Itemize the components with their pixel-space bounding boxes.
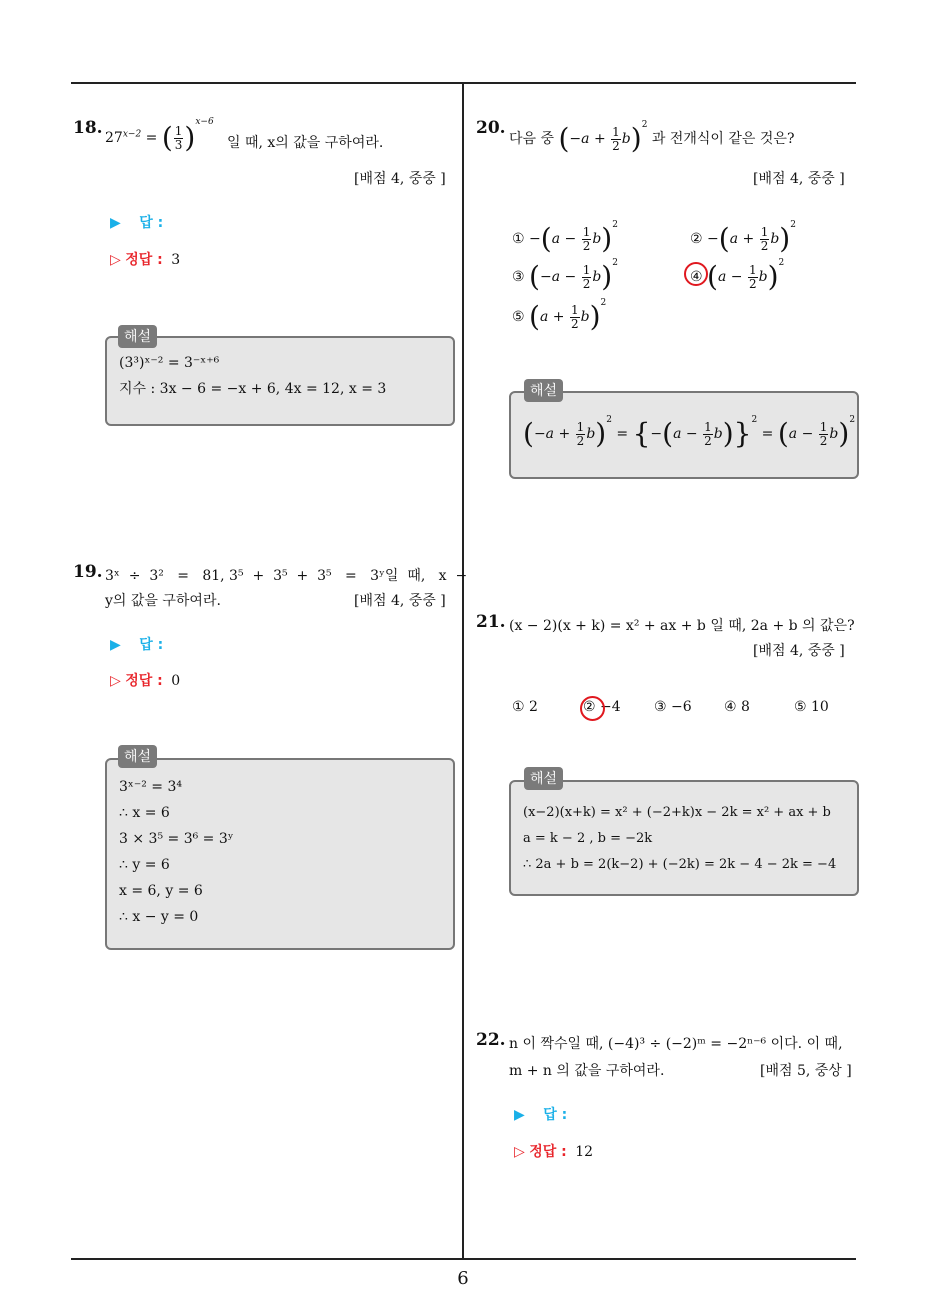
q20-solution-tag: 해설	[524, 379, 563, 402]
solution-line: (x−2)(x+k) = x² + (−2+k)x − 2k = x² + ax + b	[523, 805, 831, 820]
q19-correct-row	[110, 670, 180, 690]
correct-arrow-icon: ▷	[514, 1144, 525, 1160]
q20-selected-circle	[684, 262, 708, 286]
q18-correct-value: 3	[171, 252, 181, 268]
q18-question-text: 일 때, x의 값을 구하여라.	[227, 135, 384, 151]
q18-score: [배점 4, 중중 ]	[354, 171, 446, 187]
q19-correct-value: 0	[171, 673, 181, 689]
solution-line: 3 × 3⁵ = 3⁶ = 3ʸ	[119, 831, 234, 847]
q18-solution-tag: 해설	[118, 325, 157, 348]
page-number: 6	[457, 1268, 469, 1289]
q20-option-2[interactable]: ② −(a + $\frac{1}{2}$ b)$^2$	[690, 220, 796, 255]
q20-solution-equation: (−a + $\frac{1}{2}$ b)$^2$ = {−(a − $\frac{1}{2}$ b)}$^2$ = (a − $\frac{1}{2}$ b)$^2$	[523, 415, 856, 450]
correct-label: 정답 :	[529, 1144, 567, 1160]
q22-correct-value: 12	[575, 1144, 594, 1160]
correct-label: 정답 :	[125, 673, 163, 689]
q22-score: [배점 5, 중상 ]	[760, 1063, 852, 1079]
q20-number: 20.	[476, 118, 506, 138]
q21-solution-tag: 해설	[524, 767, 563, 790]
top-rule	[71, 82, 856, 84]
bottom-rule	[71, 1258, 856, 1260]
q18-answer-row	[110, 212, 163, 232]
q22-answer-row	[514, 1104, 567, 1124]
q21-solution-box	[509, 780, 859, 896]
correct-arrow-icon: ▷	[110, 673, 121, 689]
q19-solution-tag: 해설	[118, 745, 157, 768]
q21-option-2[interactable]: ② −4	[583, 699, 621, 715]
q20-option-5[interactable]: ⑤ (a + $\frac{1}{2}$ b)$^2$	[512, 298, 607, 333]
q20-question: 다음 중 (−a + $\frac{1}{2}$ b)$^2$ 과 전개식이 같은 것은?	[509, 120, 795, 155]
answer-label: 답 :	[543, 1107, 568, 1123]
q19-line1: 3ˣ ÷ 3² = 81, 3⁵ + 3⁵ + 3⁵ = 3ʸ일 때, x −	[105, 568, 468, 584]
solution-line: ∴ x = 6	[119, 805, 170, 821]
q19-number: 19.	[73, 562, 103, 582]
q18-number: 18.	[73, 118, 103, 138]
answer-arrow-icon: ▶	[110, 215, 121, 231]
q21-option-1[interactable]: ① 2	[512, 699, 538, 715]
q21-option-4[interactable]: ④ 8	[724, 699, 750, 715]
solution-line: ∴ 2a + b = 2(k−2) + (−2k) = 2k − 4 − 2k = −4	[523, 857, 837, 872]
q22-line1: n 이 짝수일 때, (−4)³ ÷ (−2)ᵐ = −2ⁿ⁻⁶ 이다. 이 때,	[509, 1036, 843, 1052]
q19-line2: y의 값을 구하여라.	[105, 593, 221, 609]
solution-line: (3³)ˣ⁻² = 3⁻ˣ⁺⁶	[119, 355, 220, 371]
column-divider	[462, 82, 464, 1259]
q21-option-3[interactable]: ③ −6	[654, 699, 692, 715]
q19-solution-box	[105, 758, 455, 950]
q22-correct-row	[514, 1141, 593, 1161]
q21-number: 21.	[476, 612, 506, 632]
solution-line: 지수 : 3x − 6 = −x + 6, 4x = 12, x = 3	[119, 381, 387, 397]
answer-arrow-icon: ▶	[110, 637, 121, 653]
answer-label: 답 :	[139, 215, 164, 231]
q20-score: [배점 4, 중중 ]	[753, 171, 845, 187]
solution-line: ∴ x − y = 0	[119, 909, 199, 925]
q22-number: 22.	[476, 1030, 506, 1050]
q20-text-after: 과 전개식이 같은 것은?	[651, 131, 795, 147]
solution-line: 3ˣ⁻² = 3⁴	[119, 779, 182, 795]
q20-solution-box	[509, 391, 859, 479]
q20-option-1[interactable]: ① −(a − $\frac{1}{2}$ b)$^2$	[512, 220, 618, 255]
q19-score: [배점 4, 중중 ]	[354, 593, 446, 609]
correct-arrow-icon: ▷	[110, 252, 121, 268]
solution-line: ∴ y = 6	[119, 857, 170, 873]
q21-option-5[interactable]: ⑤ 10	[794, 699, 829, 715]
solution-line: x = 6, y = 6	[119, 883, 203, 899]
q18-correct-row	[110, 249, 180, 269]
q18-solution-box	[105, 336, 455, 426]
answer-label: 답 :	[139, 637, 164, 653]
q20-option-3[interactable]: ③ (−a − $\frac{1}{2}$ b)$^2$	[512, 258, 618, 293]
q21-selected-circle	[580, 696, 605, 721]
answer-arrow-icon: ▶	[514, 1107, 525, 1123]
solution-line: a = k − 2 , b = −2k	[523, 831, 653, 846]
q21-score: [배점 4, 중중 ]	[753, 643, 845, 659]
q18-equation: $27^{x-2}$ = ( $\frac{1}{3}$ )$^{x-6}$	[105, 117, 214, 154]
q20-text-before: 다음 중	[509, 131, 555, 147]
q20-option-4[interactable]: ④ (a − $\frac{1}{2}$ b)$^2$	[690, 258, 785, 293]
q22-line2: m + n 의 값을 구하여라.	[509, 1063, 665, 1079]
q19-answer-row	[110, 634, 163, 654]
q21-question: (x − 2)(x + k) = x² + ax + b 일 때, 2a + b 의 값은?	[509, 618, 855, 634]
correct-label: 정답 :	[125, 252, 163, 268]
